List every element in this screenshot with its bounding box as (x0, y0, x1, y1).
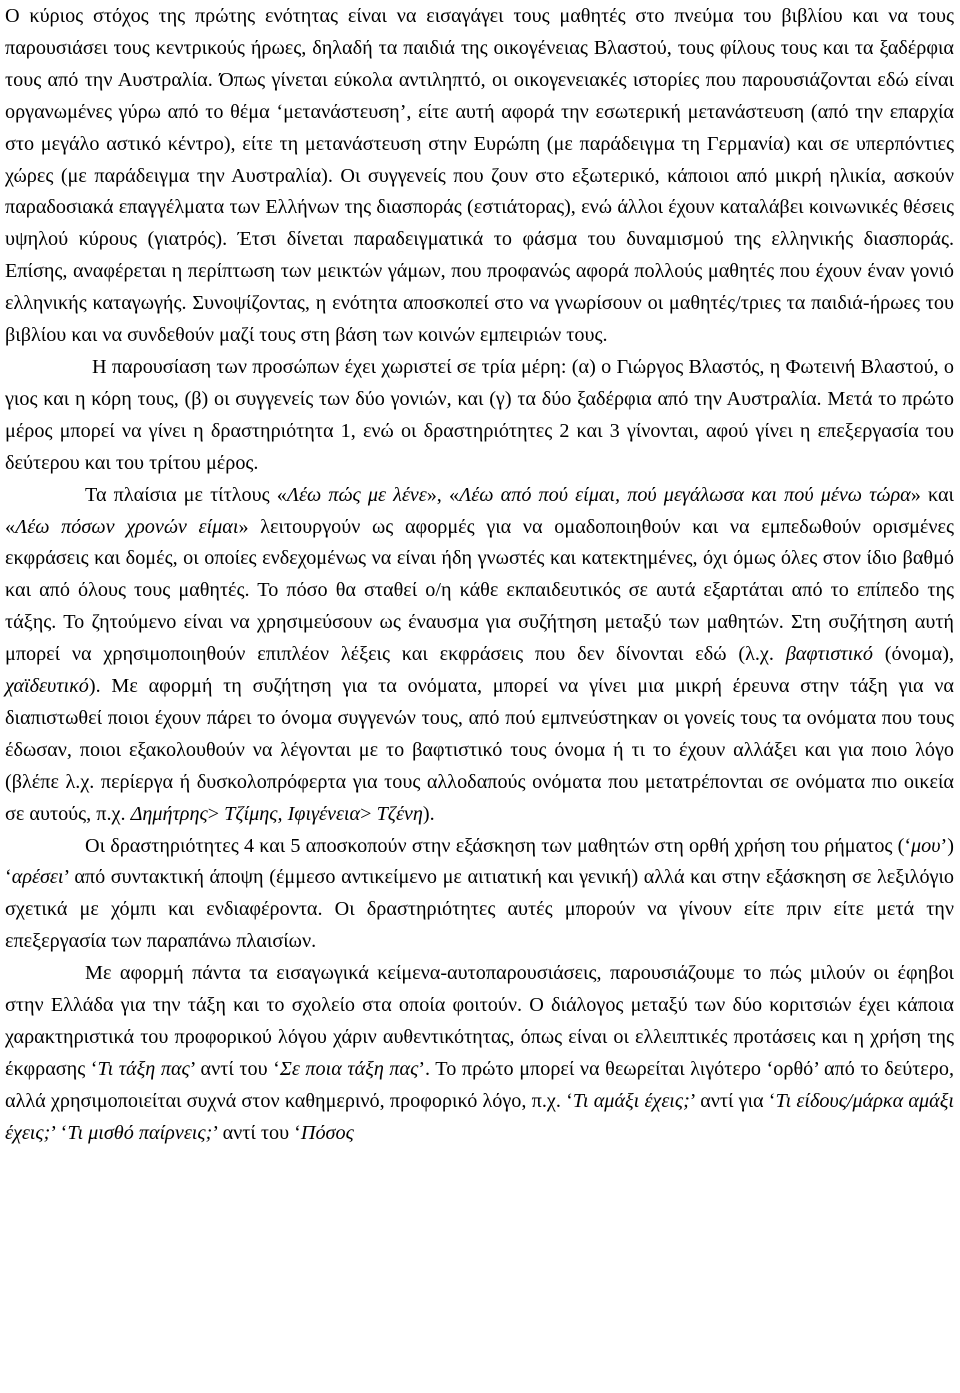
document-page (5, 1, 954, 1150)
text-segment: Με αφορμή πάντα τα εισαγωγικά κείμενα-αυτοπαρουσιάσεις, παρουσιάζουμε το πώς μιλούν οι έφηβοι στην Ελλάδα για την τάξη και το σχολείο στα οποία φοιτούν. Ο διάλογος μεταξύ των δύο κοριτσιών έχει κάποια χαρακτηριστικά του προφορικού λόγου χάριν αυθεντικότητας, όπως είναι οι ελλειπτικές προτάσεις και η χρήση της έκφρασης ‘ (5, 962, 954, 1080)
italic-phrase: Σε ποια τάξη πας (279, 1057, 419, 1080)
text-segment: Ο κύριος στόχος της πρώτης ενότητας είναι να εισαγάγει τους μαθητές στο πνεύμα του βιβλίου και να τους παρουσιάσει τους κεντρικούς ήρωες, δηλαδή τα παιδιά της οικογένειας Βλαστού, τους φίλους τους και τα ξαδέρφια τους από την Αυστραλία. Όπως γίνεται εύκολα αντιληπτό, οι οικογενειακές ιστορίες που παρουσιάζονται εδώ είναι οργανωμένες γύρω από το θέμα ‘μετανάστευση’, είτε αυτή αφορά την εσωτερική μετανάστευση (από την επαρχία στο μεγάλο αστικό κέντρο), είτε τη μετανάστευση στην Ευρώπη (με παράδειγμα τη Γερμανία) και σε υπερπόντιες χώρες (με παράδειγμα την Αυστραλία). Οι συγγενείς που ζουν στο εξωτερικό, κάποιοι από μικρή ηλικία, ασκούν παραδοσιακά επαγγέλματα των Ελλήνων της διασποράς (εστιάτορας), ενώ άλλοι έχουν καταλάβει κοινωνικές θέσεις υψηλού κύρους (γιατρός). Έτσι δίνεται παραδειγματικά το φάσμα του δυναμισμού της ελληνικής διασποράς. Επίσης, αναφέρεται η περίπτωση των μεικτών γάμων, που προφανώς αφορά πολλούς μαθητές που έχουν έναν γονιό ελληνικής καταγωγής. Συνοψίζοντας, η ενότητα αποσκοπεί στο να γνωρίσουν οι μαθητές/τριες τα παιδιά-ήρωες του βιβλίου και να συνδεθούν μαζί τους στη βάση των κοινών εμπειριών τους. (5, 5, 954, 347)
italic-phrase: Λέω πόσων χρονών είμαι (15, 515, 239, 538)
paragraph-frames (5, 480, 954, 831)
text-segment: ). Με αφορμή τη συζήτηση για τα ονόματα, μπορεί να γίνει μια μικρή έρευνα στην τάξη για να διαπιστωθεί ποιοι έχουν πάρει το όνομα συγγενών τους, από πού εμπνεύστηκαν οι γονείς τους τα ονόματα που τους έδωσαν, ποιοι εξακολουθούν να λέγονται με το βαφτιστικό τους όνομα ή τι το έχουν αλλάξει και για ποιο λόγο (βλέπε λ.χ. περίεργα ή δυσκολοπρόφερτα για τους αλλοδαπούς ονόματα που μετατρέπονται σε ονόματα πιο οικεία σε αυτούς, π.χ. (5, 675, 954, 825)
text-segment: » και « (5, 483, 954, 538)
italic-phrase: Τι είδους/μάρκα αμάξι έχεις; (5, 1089, 954, 1144)
text-segment: ). (422, 802, 435, 825)
italic-phrase: Τι τάξη πας (97, 1057, 190, 1080)
text-segment: Τα πλαίσια με τίτλους « (85, 483, 287, 506)
text-segment: Η παρουσίαση των προσώπων έχει χωριστεί σε τρία μέρη: (α) ο Γιώργος Βλαστός, η Φωτεινή Βλαστού, ο γιος και η κόρη τους, (β) οι συγγενείς των δύο γονιών, και (γ) τα δύο ξαδέρφια από την Αυστραλία. Μετά το πρώτο μέρος μπορεί να γίνει η δραστηριότητα 1, ενώ οι δραστηριότητες 2 και 3 γίνονται, αφού γίνει η επεξεργασία του δεύτερου και του τρίτου μέρος. (5, 355, 954, 474)
italic-phrase: Τι αμάξι έχεις; (572, 1089, 690, 1112)
text-segment: ’. Το πρώτο μπορεί να θεωρείται λιγότερο ‘ορθό’ από το δεύτερο, αλλά χρησιμοποιείται συχνά στον καθημερινό, προφορικό λόγο, π.χ. ‘ (5, 1057, 954, 1112)
italic-name: Τζένη (376, 802, 423, 825)
italic-word: χαϊδευτικό (5, 675, 89, 698)
italic-word: Πόσος (300, 1121, 354, 1144)
text-segment: > (207, 802, 225, 825)
text-segment: ’ από συντακτική άποψη (έμμεσο αντικείμενο με αιτιατική και γενική) αλλά και στην εξάσκηση σε λεξιλόγιο σχετικά με χόμπι και ενδιαφέροντα. Οι δραστηριότητες αυτές μπορούν να γίνουν είτε πριν είτε μετά την επεξεργασία των παραπάνω πλαισίων. (5, 866, 954, 953)
text-segment: ’ αντί για ‘ (689, 1089, 776, 1112)
text-segment: ’ ‘ (50, 1121, 68, 1144)
text-segment: (όνομα), (872, 643, 954, 666)
text-segment: ’) ‘ (5, 834, 954, 889)
italic-word: μου (911, 834, 941, 857)
text-segment: > (360, 802, 377, 825)
italic-phrase: Λέω από πού είμαι, πού μεγάλωσα και πού μένω τώρα (459, 483, 911, 506)
text-segment: ’ αντί του ‘ (189, 1057, 280, 1080)
text-segment: Οι δραστηριότητες 4 και 5 αποσκοπούν στην εξάσκηση των μαθητών στη ορθή χρήση του ρήματος (‘ (85, 834, 912, 857)
paragraph-presentation-parts (5, 352, 954, 480)
paragraph-dialogue (5, 958, 954, 1149)
italic-word: αρέσει (11, 866, 64, 889)
text-segment: ’ αντί του ‘ (212, 1121, 301, 1144)
italic-phrase: Τι μισθό παίρνεις; (67, 1121, 213, 1144)
italic-name: Τζίμης, Ιφιγένεια (224, 802, 361, 825)
italic-word: βαφτιστικό (785, 643, 873, 666)
paragraph-activities (5, 831, 954, 959)
text-segment: », « (426, 483, 460, 506)
text-segment: » λειτουργούν ως αφορμές για να ομαδοποιηθούν και να εμπεδωθούν ορισμένες εκφράσεις και δομές, οι οποίες ενδεχομένως να είναι ήδη γνωστές και κατεκτημένες, όχι όμως όλες στον ίδιο βαθμό και από όλους τους μαθητές. Το πόσο θα σταθεί ο/η κάθε εκπαιδευτικός σε αυτά εξαρτάται από το επίπεδο της τάξης. Το ζητούμενο είναι να χρησιμεύσουν ως έναυσμα για συζήτηση μεταξύ των μαθητών. Στη συζήτηση αυτή μπορεί να χρησιμοποιηθούν επιπλέον λέξεις και εκφράσεις που δεν δίνονται εδώ (λ.χ. (5, 515, 954, 666)
paragraph-intro (5, 1, 954, 352)
italic-name: Δημήτρης (130, 802, 208, 825)
italic-phrase: Λέω πώς με λένε (286, 483, 427, 506)
